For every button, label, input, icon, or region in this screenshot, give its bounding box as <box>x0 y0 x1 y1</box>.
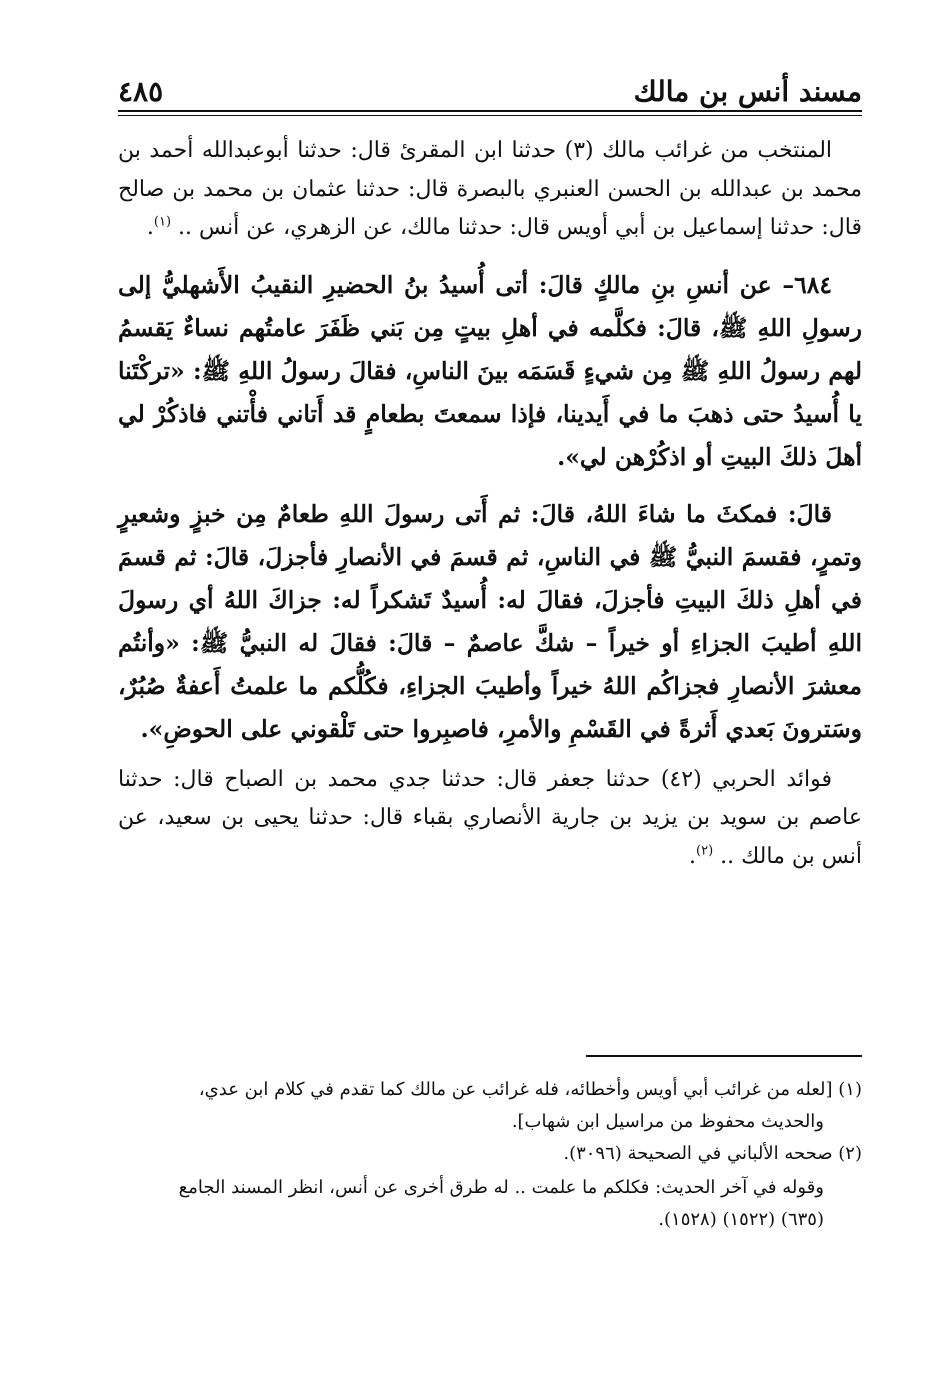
hadith-continuation <box>118 493 862 751</box>
header-rule-thin <box>118 115 862 116</box>
footnote-rule <box>586 1055 862 1057</box>
footnote-2: (٢) صححه الألباني في الصحيحة (٣٠٩٦). <box>563 1143 862 1164</box>
running-title: مسند أنس بن مالك <box>633 75 862 108</box>
hadith-continuation-text: قالَ: فمكثَ ما شاءَ اللهُ، قالَ: ثم أَتى رسولَ اللهِ طعامٌ مِن خبزٍ وشعيرٍ وتمرٍ، فقسمَ النبيُّ ﷺ في الناسِ، ثم قسمَ في الأنصارِ فأجزلَ، قالَ: ثم قسمَ في أهلِ ذلكَ البيتِ فأجزلَ، فقالَ له: أُسيدٌ تَشكراً له: جزاكَ اللهُ أي رسولَ اللهِ أطيبَ الجزاءِ أو خيراً – شكَّ عاصمٌ – قالَ: فقالَ له النبيُّ ﷺ: «وأنتُم معشرَ الأنصارِ فجزاكُم اللهُ خيراً وأطيبَ الجزاءِ، فكُلُّكم ما علمتُ أَعفةٌ صُبُرٌ، وسَترونَ بَعدي أَثرةً في القَسْمِ والأمرِ، فاصبِروا حتى تَلْقوني على الحوضِ». <box>118 499 862 743</box>
footnote-note-line-2: (٦٣٥) (١٥٢٢) (١٥٢٨). <box>658 1209 824 1230</box>
footnote-1-line-2: والحديث محفوظ من مراسيل ابن شهاب]. <box>511 1111 824 1132</box>
header-rule <box>118 110 862 112</box>
footnote-ref: (١) <box>153 214 172 230</box>
hadith-text: ٦٨٤– عن أنسِ بنِ مالكٍ قالَ: أتى أُسيدُ بنُ الحضيرِ النقيبُ الأَشهليُّ إلى رسولِ اللهِ ﷺ، قالَ: فكلَّمه في أهلِ بيتٍ مِن بَني ظَفَرَ عامتُهم نساءٌ يَقسمُ لهم رسولُ اللهِ ﷺ مِن شيءٍ قَسَمَه بينَ الناسِ، فقالَ رسولُ اللهِ ﷺ: «تركْتَنا يا أُسيدُ حتى ذهبَ ما في أَيدينا، فإذا سمعتَ بطعامٍ قد أَتاني فأْتني فاذكُرْ لي أهلَ ذلكَ البيتِ أو اذكُرْهن لي». <box>118 270 862 471</box>
hadith-paragraph <box>118 264 862 479</box>
sentence-end: . <box>689 843 697 869</box>
body-text <box>118 132 862 876</box>
footnote-note-line-1: وقوله في آخر الحديث: فكلكم ما علمت .. له طرق أخرى عن أنس، انظر المسند الجامع <box>178 1177 824 1198</box>
footnotes <box>118 1074 862 1236</box>
sentence-end: . <box>146 215 154 240</box>
source-paragraph <box>118 132 862 248</box>
source-text: المنتخب من غرائب مالك (٣) حدثنا ابن المقرئ قال: حدثنا أبوعبدالله أحمد بن محمد بن عبدالله بن الحسن العنبري بالبصرة قال: حدثنا عثمان بن محمد بن صالح قال: حدثنا إسماعيل بن أبي أويس قال: حدثنا مالك، عن الزهري، عن أنس .. <box>118 138 862 240</box>
source-paragraph-2 <box>118 761 862 877</box>
page-number: ٤٨٥ <box>118 75 164 108</box>
source-text-2: فوائد الحربي (٤٢) حدثنا جعفر قال: حدثنا جدي محمد بن الصباح قال: حدثنا عاصم بن سويد بن يزيد بن جارية الأنصاري بقباء قال: حدثنا يحيى بن سعيد، عن أنس بن مالك .. <box>118 766 862 869</box>
footnote-ref: (٢) <box>696 843 714 859</box>
footnote-1-line-1: (١) [لعله من غرائب أبي أويس وأخطائه، فله غرائب عن مالك كما تقدم في كلام ابن عدي، <box>198 1079 862 1100</box>
